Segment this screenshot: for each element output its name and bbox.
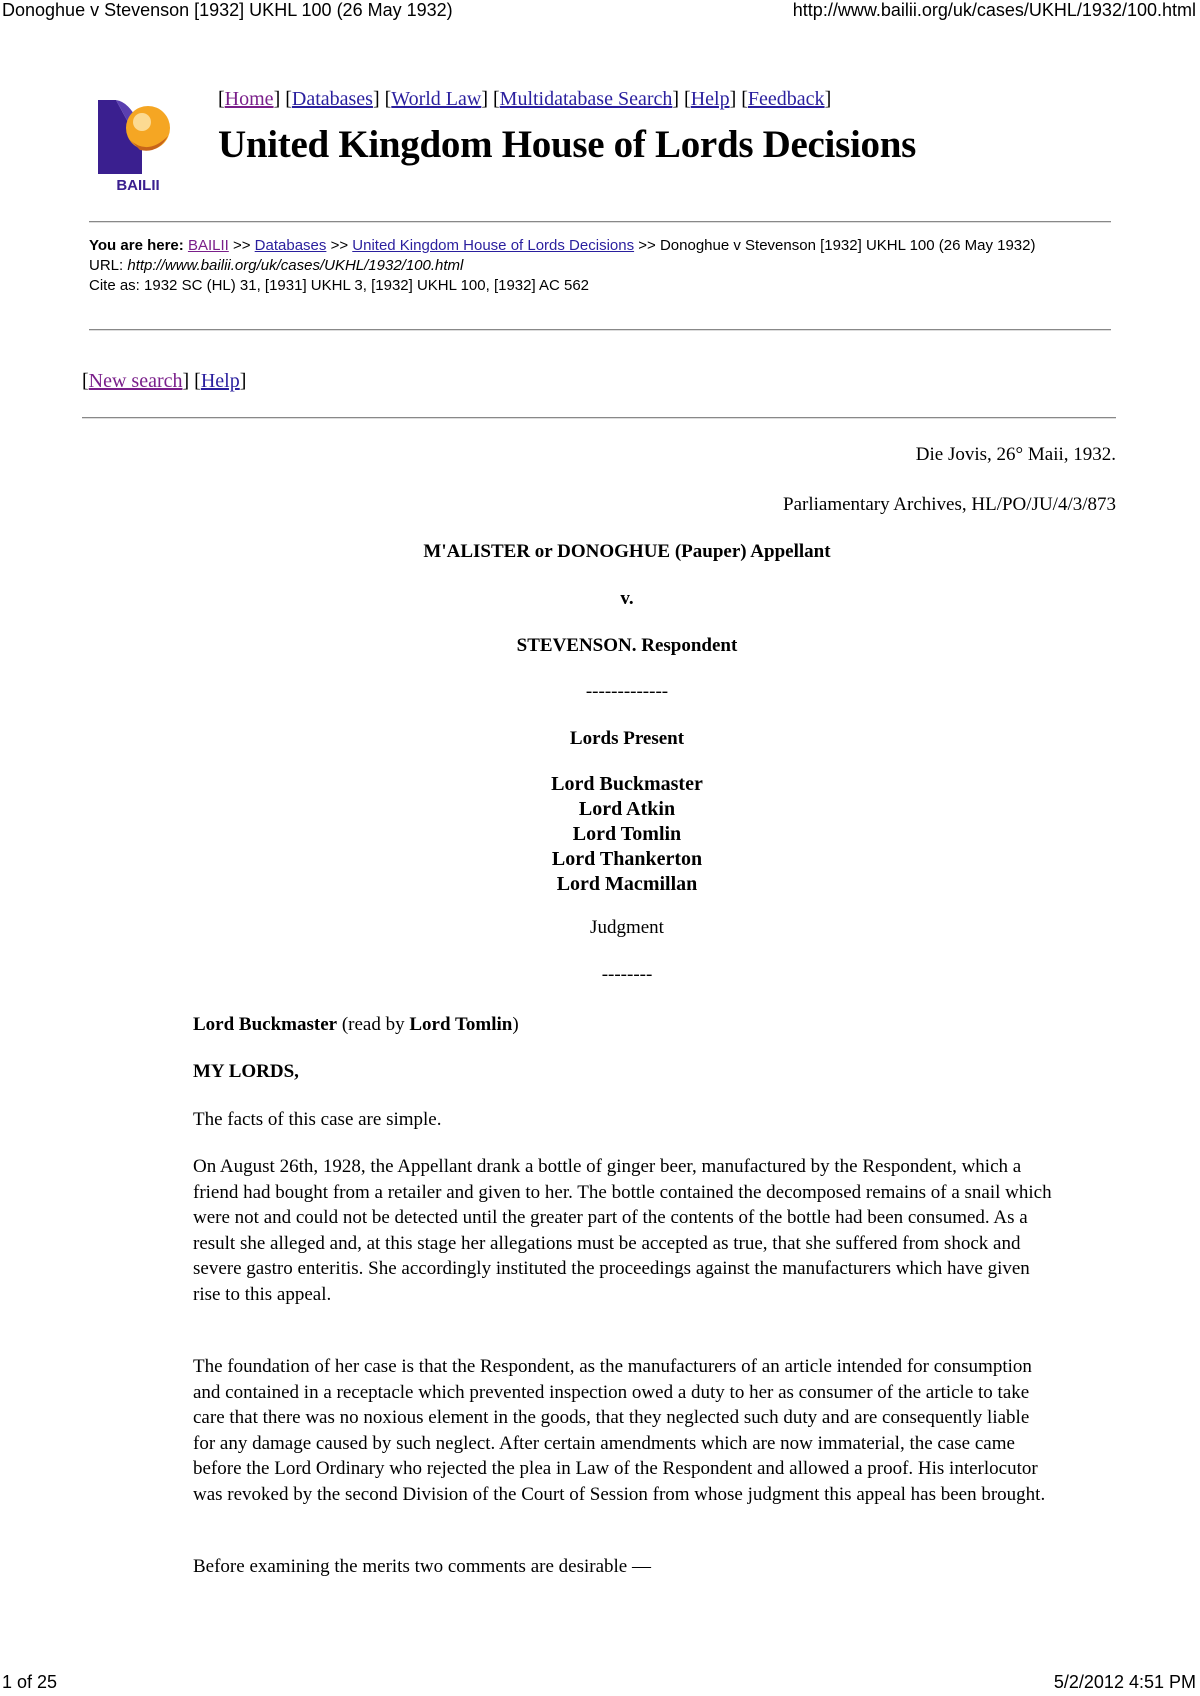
breadcrumb-separator: >> [330,237,349,254]
print-header [0,0,1200,24]
url-value: http://www.bailii.org/uk/cases/UKHL/1932/100.html [127,257,464,274]
print-header-url: http://www.bailii.org/uk/cases/UKHL/1932/100.html [792,0,1196,20]
header-divider [89,221,1111,223]
respondent: STEVENSON. Respondent [516,635,738,656]
reader-name: Lord Tomlin [409,1014,513,1035]
lord-name: Lord Tomlin [572,823,682,845]
read-by-prefix: (read by [341,1014,410,1035]
content-divider [82,417,1116,419]
appellant: M'ALISTER or DONOGHUE (Pauper) Appellant [423,541,831,562]
print-footer [0,1672,1200,1696]
nav-help-link[interactable]: Help [690,88,730,110]
url-line [89,256,1099,276]
read-by-suffix: ) [512,1014,519,1035]
lord-name: Lord Thankerton [551,848,703,870]
nav-multidatabase-search-link[interactable]: Multidatabase Search [499,88,673,110]
divider-dashes: ------------- [585,681,669,702]
divider-dashes-2: -------- [601,964,653,985]
nav-feedback-link[interactable]: Feedback [747,88,825,110]
speaker-line [193,1012,1053,1038]
paragraph: The foundation of her case is that the Respondent, as the manufacturers of an article intended for consumption and contained in a receptacle which prevented inspection owed a duty to her as consumer of the article to take care that there was no noxious element in the goods, that they neglected such duty and are consequently liable for any damage caused by such neglect. After certain amendments which are now immaterial, the case came before the Lord Ordinary who rejected the plea in Law of the Respondent and allowed a proof. His interlocutor was revoked by the second Division of the Court of Session from whose judgment this appeal has been brought. [193,1356,1046,1505]
breadcrumb-separator: >> [638,237,656,254]
bailii-logo-icon [96,96,180,196]
breadcrumb-label: You are here: [89,237,184,254]
breadcrumb [89,236,1099,256]
judgment-label: Judgment [590,917,664,938]
url-label: URL: [89,257,124,274]
print-header-title: Donoghue v Stevenson [1932] UKHL 100 (26 May 1932) [2,0,453,20]
cite-value: 1932 SC (HL) 31, [1931] UKHL 3, [1932] UKHL 100, [1932] AC 562 [144,277,590,294]
lord-name: Lord Macmillan [556,873,698,895]
nav-databases-link[interactable]: Databases [291,88,373,110]
breadcrumb-separator: >> [232,237,251,254]
cite-label: Cite as: [89,277,140,294]
judgment-date: Die Jovis, 26° Maii, 1932. [915,444,1116,465]
breadcrumb-ukhl-link[interactable]: United Kingdom House of Lords Decisions [352,237,635,254]
lord-name: Lord Atkin [578,798,676,820]
breadcrumb-databases-link[interactable]: Databases [254,237,327,254]
breadcrumb-current: Donoghue v Stevenson [1932] UKHL 100 (26 May 1932) [659,237,1036,254]
info-divider [89,329,1111,331]
print-timestamp: 5/2/2012 4:51 PM [1053,1672,1196,1692]
breadcrumb-bailii-link[interactable]: BAILII [187,237,229,254]
paragraph: Before examining the merits two comments are desirable — [193,1556,651,1577]
site-title: United Kingdom House of Lords Decisions [218,123,916,166]
speaker-name: Lord Buckmaster [193,1014,338,1035]
lords-present-heading: Lords Present [569,728,685,749]
top-nav: [Home] [Databases] [World Law] [Multidatabase Search] [Help] [Feedback] [218,88,832,110]
lords-list [0,772,1200,897]
lord-name: Lord Buckmaster [551,773,703,795]
logo-text: BAILII [116,177,160,194]
cite-line [89,276,1099,296]
new-search-link[interactable]: New search [88,370,183,392]
search-links: [New search] [Help] [82,370,247,392]
nav-world-law-link[interactable]: World Law [391,88,482,110]
page-count: 1 of 25 [2,1672,58,1692]
paragraph: The facts of this case are simple. [193,1109,442,1130]
bailii-logo[interactable] [96,96,180,196]
salutation: MY LORDS, [193,1061,299,1082]
paragraph: On August 26th, 1928, the Appellant drank a bottle of ginger beer, manufactured by the Respondent, which a friend had bought from a retailer and given to her. The bottle contained the decomposed remains of a snail which were not and could not be detected until the greater part of the contents of the bottle had been consumed. As a result she alleged and, at this stage her allegations must be accepted as true, that she suffered from shock and severe gastro enteritis. She accordingly instituted the proceedings against the manufacturers which have given rise to this appeal. [193,1156,1052,1305]
versus: v. [620,588,634,609]
help-link[interactable]: Help [200,370,240,392]
archive-reference: Parliamentary Archives, HL/PO/JU/4/3/873 [783,494,1116,515]
nav-home-link[interactable]: Home [224,88,274,110]
case-info [89,236,1099,296]
